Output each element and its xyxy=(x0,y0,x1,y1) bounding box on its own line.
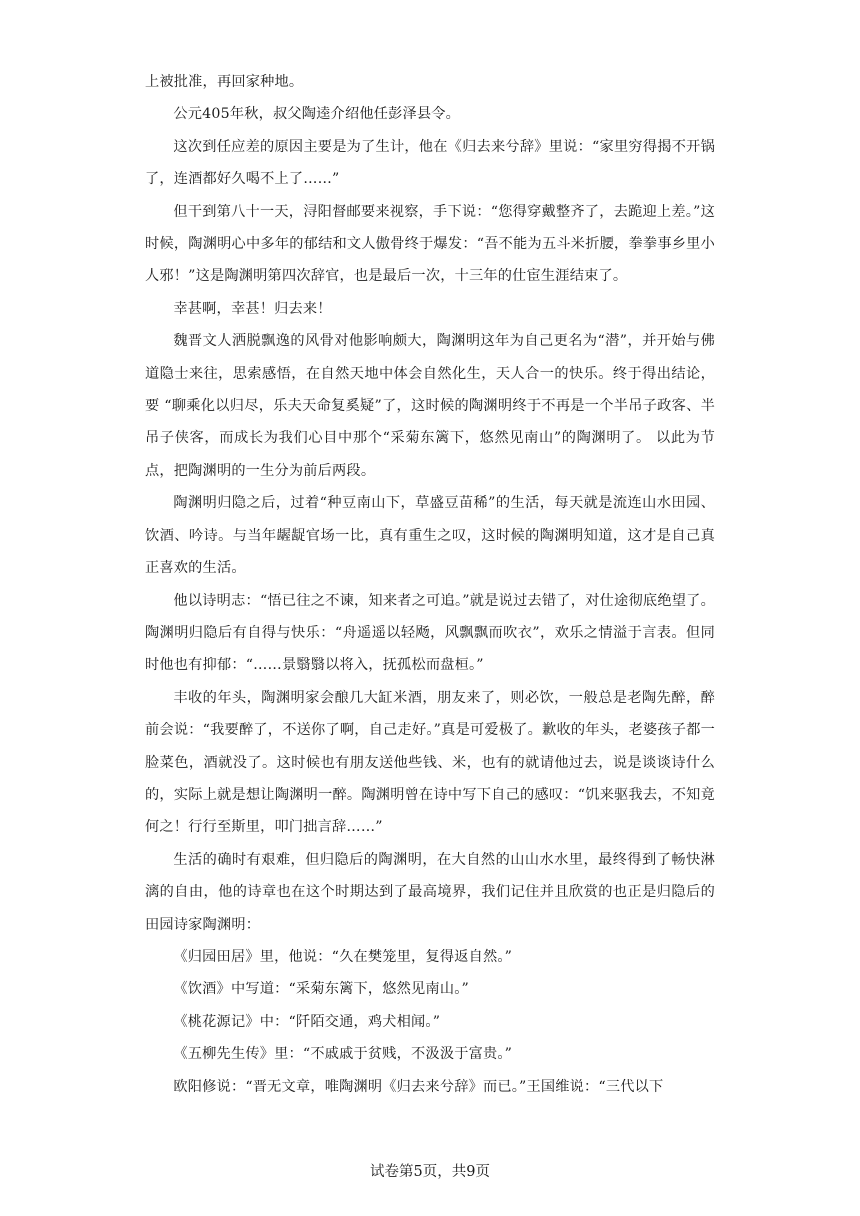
paragraph-5: 幸甚啊，幸甚！归去来！ xyxy=(173,300,332,317)
paragraph-4: 但干到第八十一天，浔阳督邮要来视察，手下说：“您得穿戴整齐了，去跪迎上差。”这时候，陶渊明心中多年的郁结和文人傲骨终于爆发：“吾不能为五斗米折腰，拳拳事乡里小人邪！”这是陶渊明第四次辞官，也是最后一次，十三年的仕宦生涯结束了。 xyxy=(145,203,715,285)
paragraph-15: 欧阳修说：“晋无文章，唯陶渊明《归去来兮辞》而已。”王国维说：“三代以下 xyxy=(173,1078,664,1095)
paragraph-2: 公元405年秋，叔父陶逵介绍他任彭泽县令。 xyxy=(173,106,461,123)
paragraph-7: 陶渊明归隐之后，过着“种豆南山下，草盛豆苗稀”的生活，每天就是流连山水田园、饮酒、吟诗。与当年龌龊官场一比，真有重生之叹，这时候的陶渊明知道，这才是自己真正喜欢的生活。 xyxy=(145,495,715,577)
document-body xyxy=(145,66,715,1103)
paragraph-11: 《归园田居》里，他说：“久在樊笼里，复得返自然。” xyxy=(173,948,513,965)
paragraph-3: 这次到任应差的原因主要是为了生计，他在《归去来兮辞》里说：“家里穷得揭不开锅了，连酒都好久喝不上了……” xyxy=(145,138,715,188)
page-footer: 试卷第5页，共9页 xyxy=(370,1164,490,1180)
paragraph-10: 生活的确时有艰难，但归隐后的陶渊明，在大自然的山山水水里，最终得到了畅快淋漓的自由，他的诗章也在这个时期达到了最高境界，我们记住并且欣赏的也正是归隐后的田园诗家陶渊明： xyxy=(145,851,715,933)
paragraph-12: 《饮酒》中写道：“采菊东篱下，悠然见南山。” xyxy=(173,981,469,998)
paragraph-9: 丰收的年头，陶渊明家会酿几大缸米酒，朋友来了，则必饮，一般总是老陶先醉，醉前会说：“我要醉了，不送你了啊，自己走好。”真是可爱极了。歉收的年头，老婆孩子都一脸菜色，酒就没了。这时候也有朋友送他些钱、米，也有的就请他过去，说是谈谈诗什么的，实际上就是想让陶渊明一醉。陶渊明曾在诗中写下自己的感叹：“饥来驱我去，不知竟何之！行行至斯里，叩门拙言辞……” xyxy=(145,689,715,836)
paragraph-14: 《五柳先生传》里：“不戚戚于贫贱，不汲汲于富贵。” xyxy=(173,1046,513,1063)
paragraph-13: 《桃花源记》中：“阡陌交通，鸡犬相闻。” xyxy=(173,1013,441,1030)
paragraph-1: 上被批准，再回家种地。 xyxy=(145,74,304,90)
paragraph-8: 他以诗明志：“悟已往之不谏，知来者之可追。”就是说过去错了，对仕途彻底绝望了。 陶渊明归隐后有自得与快乐：“舟遥遥以轻飏，风飘飘而吹衣”，欢乐之情溢于言表。但同时他也有抑郁：“……景翳翳以将入，抚孤松而盘桓。” xyxy=(145,592,715,674)
paragraph-6: 魏晋文人洒脱飘逸的风骨对他影响颇大，陶渊明这年为自己更名为“潜”，并开始与佛道隐士来往，思索感悟，在自然天地中体会自然化生，天人合一的快乐。终于得出结论，要 “聊乘化以归尽，乐夫天命复奚疑”了，这时候的陶渊明终于不再是一个半吊子政客、半吊子侠客，而成长为我们心目中那个“采菊东篱下，悠然见南山”的陶渊明了。 以此为节点，把陶渊明的一生分为前后两段。 xyxy=(145,333,715,479)
